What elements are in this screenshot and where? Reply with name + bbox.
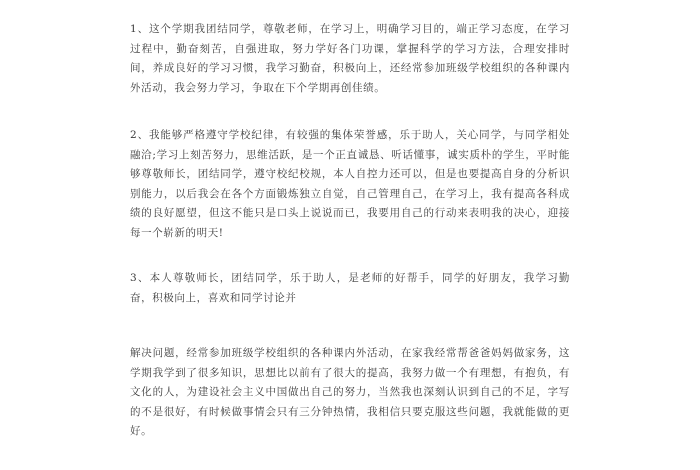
paragraph-spacer: [130, 243, 570, 269]
document-page: [130, 20, 570, 442]
paragraph-1: 1、这个学期我团结同学，尊敬老师，在学习上，明确学习目的，端正学习态度，在学习过程中，勤奋刻苦，自强进取，努力学好各门功课，掌握科学的学习方法，合理安排时间，养成良好的学习习惯，我学习勤奋，积极向上，还经常参加班级学校组织的各种课内外活动，我会努力学习，争取在下个学期再创佳绩。: [130, 23, 570, 94]
paragraph-2: 2、我能够严格遵守学校纪律，有较强的集体荣誉感，乐于助人，关心同学，与同学相处融洽;学习上刻苦努力，思维活跃，是一个正直诚恳、听话懂事，诚实质朴的学生，平时能够尊敬师长，团结同学，遵守校纪校规，本人自控力还可以，但是也要提高自身的分析识别能力，以后我会在各个方面锻炼独立自觉，自己管理自己，在学习上，我有提高各科成绩的良好愿望，但这不能只是口头上说说而已，我要用自己的行动来表明我的决心，迎接每一个崭新的明天!: [130, 129, 570, 239]
paragraph-3: 3、本人尊敬师长，团结同学，乐于助人，是老师的好帮手，同学的好朋友，我学习勤奋，积极向上，喜欢和同学讨论并: [130, 272, 570, 304]
paragraph-spacer: [130, 308, 570, 344]
paragraph-spacer: [130, 98, 570, 126]
paragraph-4: 解决问题，经常参加班级学校组织的各种课内外活动，在家我经常帮爸爸妈妈做家务，这学期我学到了很多知识，思想比以前有了很大的提高，我努力做一个有理想，有抱负，有文化的人，为建设社会主义中国做出自己的努力，当然我也深刻认识到自己的不足，字写的不是很好，有时候做事情会只有三分钟热情，我相信只要克服这些问题，我就能做的更好。: [130, 347, 570, 437]
